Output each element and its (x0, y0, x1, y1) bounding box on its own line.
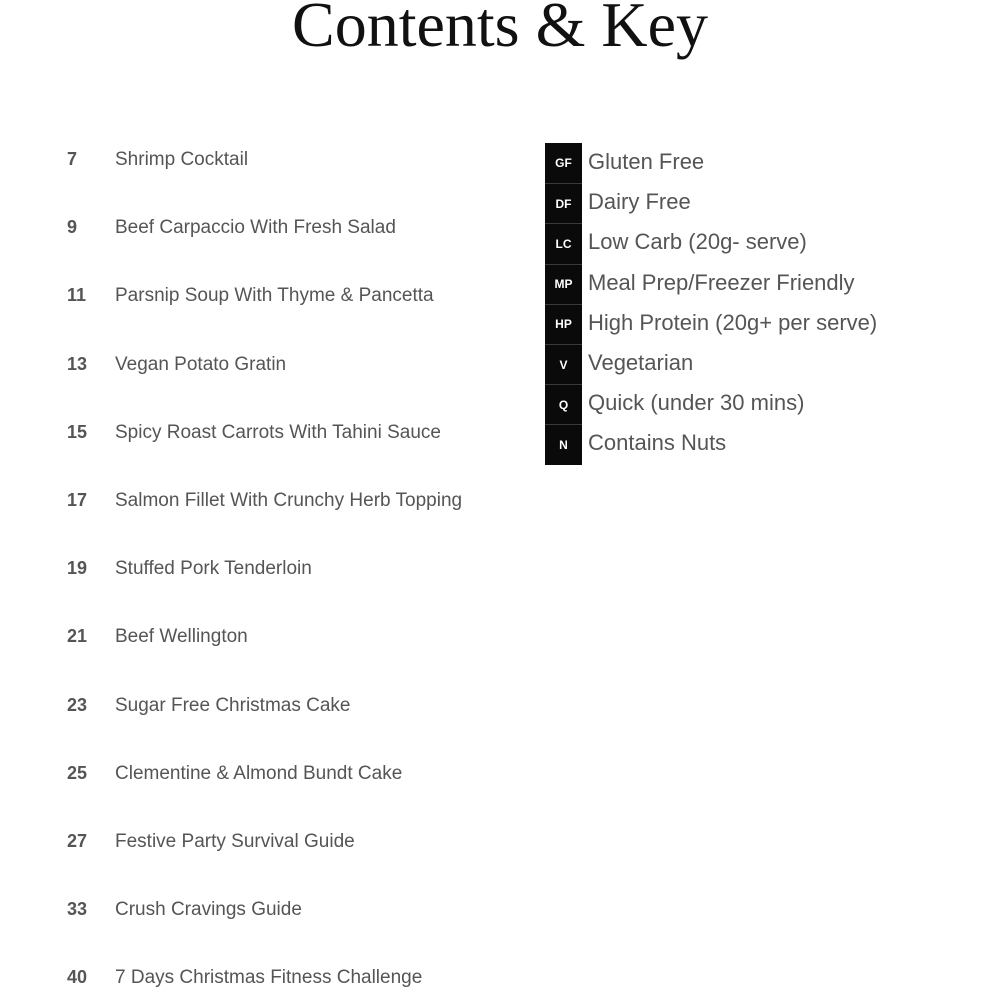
contents-title: Salmon Fillet With Crunchy Herb Topping (115, 489, 463, 511)
contents-list (67, 143, 527, 1000)
contents-title: Beef Carpaccio With Fresh Salad (115, 217, 396, 239)
contents-page-number: 13 (67, 353, 88, 374)
contents-page-number: 19 (67, 558, 88, 579)
contents-title: Sugar Free Christmas Cake (115, 694, 351, 716)
key-label: Quick (under 30 mins) (588, 390, 805, 416)
contents-page-number: 7 (67, 149, 78, 169)
contents-item[interactable] (67, 893, 527, 961)
contents-item[interactable] (67, 279, 527, 347)
key-label: High Protein (20g+ per serve) (588, 309, 878, 335)
key-label: Dairy Free (588, 189, 691, 215)
key-badge: HP (545, 304, 582, 344)
contents-item[interactable] (67, 552, 527, 620)
key-item-contains-nuts (545, 424, 945, 464)
contents-page-number: 11 (67, 285, 87, 306)
key-badge: MP (545, 264, 582, 304)
contents-title: Stuffed Pork Tenderloin (115, 558, 312, 580)
key-item-gluten-free (545, 143, 945, 183)
contents-title: Vegan Potato Gratin (115, 353, 287, 375)
contents-item[interactable] (67, 961, 527, 1000)
contents-title: Shrimp Cocktail (115, 149, 249, 170)
contents-title: Spicy Roast Carrots With Tahini Sauce (115, 421, 441, 443)
key-badge: V (545, 344, 582, 384)
contents-item[interactable] (67, 757, 527, 825)
key-label: Low Carb (20g- serve) (588, 229, 807, 255)
key-item-quick (545, 384, 945, 424)
contents-item[interactable] (67, 348, 527, 416)
contents-item[interactable] (67, 143, 527, 211)
key-badge: Q (545, 384, 582, 424)
contents-page-number: 40 (67, 967, 88, 988)
key-badge: N (545, 424, 582, 464)
contents-page-number: 25 (67, 762, 88, 783)
contents-page-number: 17 (67, 489, 88, 510)
key-item-dairy-free (545, 183, 945, 223)
contents-page-number: 15 (67, 421, 88, 442)
key-badge: LC (545, 223, 582, 263)
key-item-low-carb (545, 223, 945, 263)
contents-page-number: 33 (67, 899, 88, 920)
key-badge: GF (545, 143, 582, 183)
contents-title: Beef Wellington (115, 626, 248, 648)
page-title: Contents & Key (292, 0, 708, 60)
contents-item[interactable] (67, 689, 527, 757)
contents-item[interactable] (67, 825, 527, 893)
contents-page-number: 27 (67, 830, 88, 851)
key-legend (545, 143, 945, 465)
key-item-vegetarian (545, 344, 945, 384)
key-item-high-protein (545, 304, 945, 344)
contents-title: Festive Party Survival Guide (115, 830, 355, 852)
contents-page-number: 9 (67, 217, 78, 238)
contents-item[interactable] (67, 211, 527, 279)
contents-item[interactable] (67, 416, 527, 484)
key-item-meal-prep (545, 264, 945, 304)
key-label: Gluten Free (588, 149, 705, 174)
contents-item[interactable] (67, 620, 527, 688)
key-label: Meal Prep/Freezer Friendly (588, 269, 855, 295)
contents-title: 7 Days Christmas Fitness Challenge (115, 967, 423, 989)
key-badge: DF (545, 183, 582, 223)
contents-title: Clementine & Almond Bundt Cake (115, 762, 403, 784)
contents-title: Parsnip Soup With Thyme & Pancetta (115, 285, 434, 307)
key-label: Contains Nuts (588, 430, 727, 456)
contents-title: Crush Cravings Guide (115, 899, 302, 921)
contents-page-number: 21 (67, 626, 88, 647)
contents-item[interactable] (67, 484, 527, 552)
key-label: Vegetarian (588, 349, 694, 375)
contents-page-number: 23 (67, 694, 88, 715)
